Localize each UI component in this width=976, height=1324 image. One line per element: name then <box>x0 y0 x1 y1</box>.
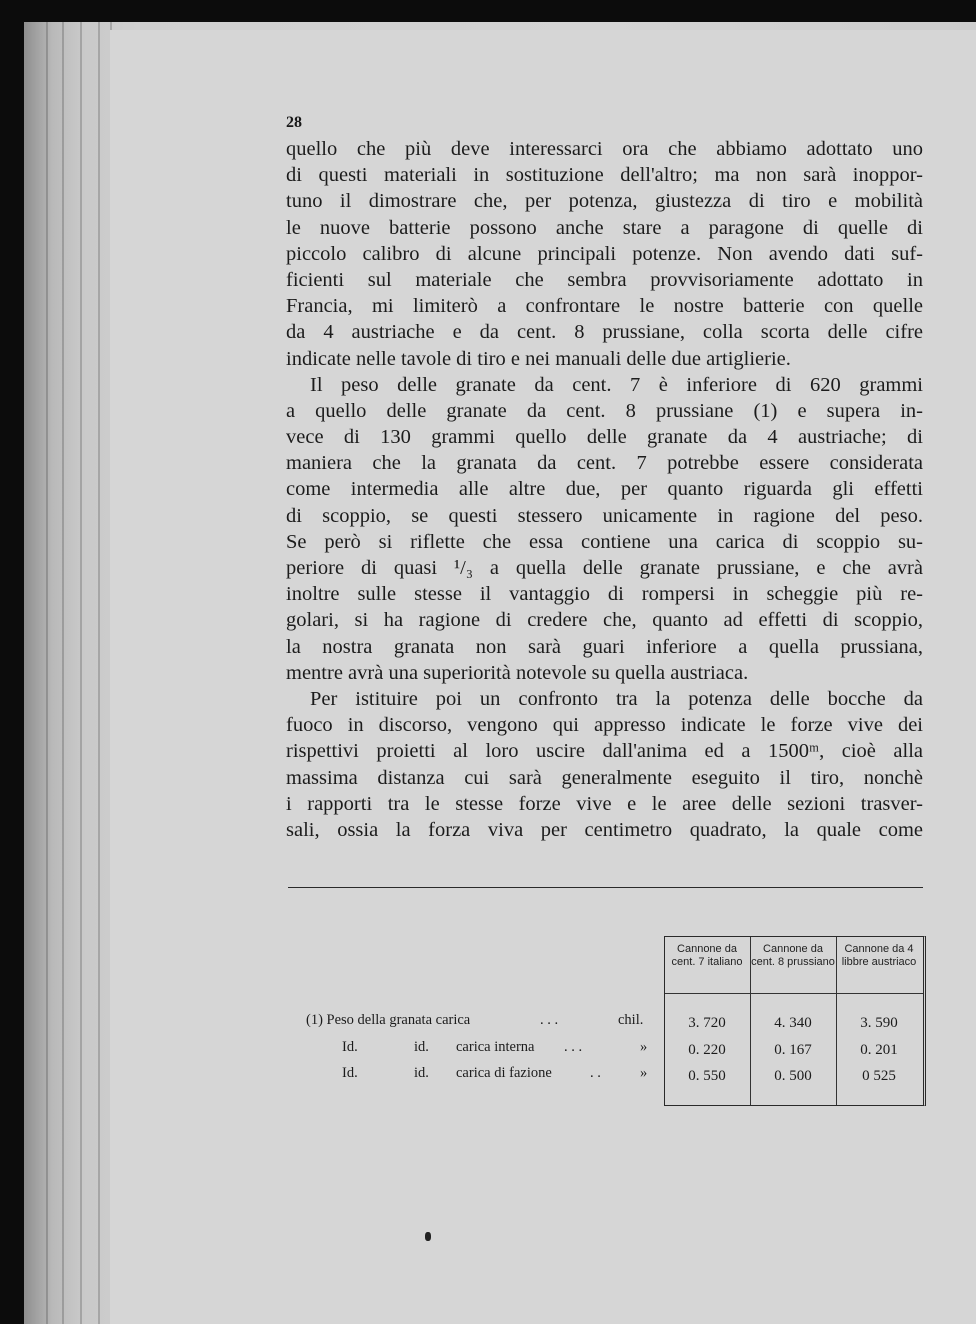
column-header: Cannone da cent. 8 prussiano <box>751 943 835 968</box>
text-line: di questi materiali in sostituzione dell'altro; ma non sarà inoppor- <box>286 164 923 187</box>
row-label: Id. <box>342 1065 358 1081</box>
text-line: maniera che la granata da cent. 7 potrebbe essere considerata <box>286 452 923 475</box>
table-cell: 3. 720 <box>688 1015 726 1031</box>
text-line: indicate nelle tavole di tiro e nei manuali delle due artiglierie. <box>286 347 791 370</box>
text-line: sali, ossia la forza viva per centimetro quadrato, la quale come <box>286 818 923 841</box>
text-line: Francia, mi limiterò a confrontare le nostre batterie con quelle <box>286 295 923 318</box>
table-cell: 4. 340 <box>774 1015 812 1031</box>
row-label: Id. <box>342 1039 358 1055</box>
row-unit: » <box>640 1039 648 1055</box>
row-qualifier: id. <box>414 1065 429 1081</box>
text-line: massima distanza cui sarà generalmente eseguito il tiro, nonchè <box>286 766 923 789</box>
page-edge <box>98 22 100 1324</box>
row-unit: chil. <box>618 1012 644 1028</box>
row-qualifier: id. <box>414 1039 429 1055</box>
page-edge <box>46 22 48 1324</box>
text-line: inoltre sulle stesse il vantaggio di rompersi in scheggie più re- <box>286 583 923 606</box>
text-line: come intermedia alle altre due, per quanto riguarda gli effetti <box>286 478 923 501</box>
text-line: Se però si riflette che essa contiene una carica di scoppio su- <box>286 530 923 553</box>
body-text <box>286 136 923 843</box>
table-cell: 0. 201 <box>860 1042 898 1058</box>
column-header: Cannone da 4 libbre austriaco <box>841 943 917 968</box>
row-dots: . . . <box>564 1039 583 1055</box>
text-line: di scoppio, se questi stessero unicamente in ragione del peso. <box>286 504 923 527</box>
row-sublabel: carica di fazione <box>456 1065 552 1081</box>
row-label: (1) Peso della granata carica <box>306 1012 471 1028</box>
table-cell: 0. 550 <box>688 1068 726 1084</box>
page-number: 28 <box>286 114 302 131</box>
header-rule <box>665 993 923 994</box>
page-edge <box>62 22 64 1324</box>
text-line: Per istituire poi un confronto tra la potenza delle bocche da <box>310 687 923 710</box>
ink-mark <box>425 1232 431 1241</box>
text-line: i rapporti tra le stesse forze vive e le aree delle sezioni trasver- <box>286 792 923 815</box>
text-line: da 4 austriache e da cent. 8 prussiane, colla scorta delle cifre <box>286 321 923 344</box>
table-cell: 0. 167 <box>774 1042 812 1058</box>
row-dots: . . <box>590 1065 601 1081</box>
text-line: ficienti sul materiale che sembra provvisoriamente adottato in <box>286 268 923 291</box>
text-line: rispettivi proietti al loro uscire dall'anima ed a 1500ᵐ, cioè alla <box>286 740 923 763</box>
text-line: quello che più deve interessarci ora che abbiamo adottato uno <box>286 138 923 160</box>
row-unit: » <box>640 1065 648 1081</box>
text-line: vece di 130 grammi quello delle granate da 4 austriache; di <box>286 426 923 449</box>
table-cell: 3. 590 <box>860 1015 898 1031</box>
table-cell: 0 525 <box>862 1068 896 1084</box>
text-line: mentre avrà una superiorità notevole su quella austriaca. <box>286 661 749 684</box>
row-dots: . . . <box>540 1012 559 1028</box>
text-line: periore di quasi ¹/₃ a quella delle granate prussiane, e che avrà <box>286 557 923 579</box>
footnote-table <box>664 936 926 1106</box>
text-line: Il peso delle granate da cent. 7 è inferiore di 620 grammi <box>310 373 923 396</box>
column-header: Cannone da cent. 7 italiano <box>671 943 743 968</box>
footnote <box>300 934 925 1104</box>
text-line: le nuove batterie possono anche stare a paragone di quelle di <box>286 216 923 239</box>
text-line: fuoco in discorso, vengono qui appresso indicate le forze vive dei <box>286 714 923 737</box>
text-line: golari, si ha ragione di credere che, quanto ad effetti di scoppio, <box>286 609 923 632</box>
text-line: tuno il dimostrare che, per potenza, giustezza di tiro e mobilità <box>286 190 923 213</box>
footnote-rule <box>288 887 923 888</box>
row-sublabel: carica interna <box>456 1039 535 1055</box>
table-cell: 0. 220 <box>688 1042 726 1058</box>
page-edge <box>80 22 82 1324</box>
text-line: piccolo calibro di alcune principali potenze. Non avendo dati suf- <box>286 242 923 265</box>
text-line: la nostra granata non sarà guari inferiore a quella prussiana, <box>286 635 923 658</box>
text-line: a quello delle granate da cent. 8 prussiane (1) e supera in- <box>286 399 923 422</box>
table-cell: 0. 500 <box>774 1068 812 1084</box>
